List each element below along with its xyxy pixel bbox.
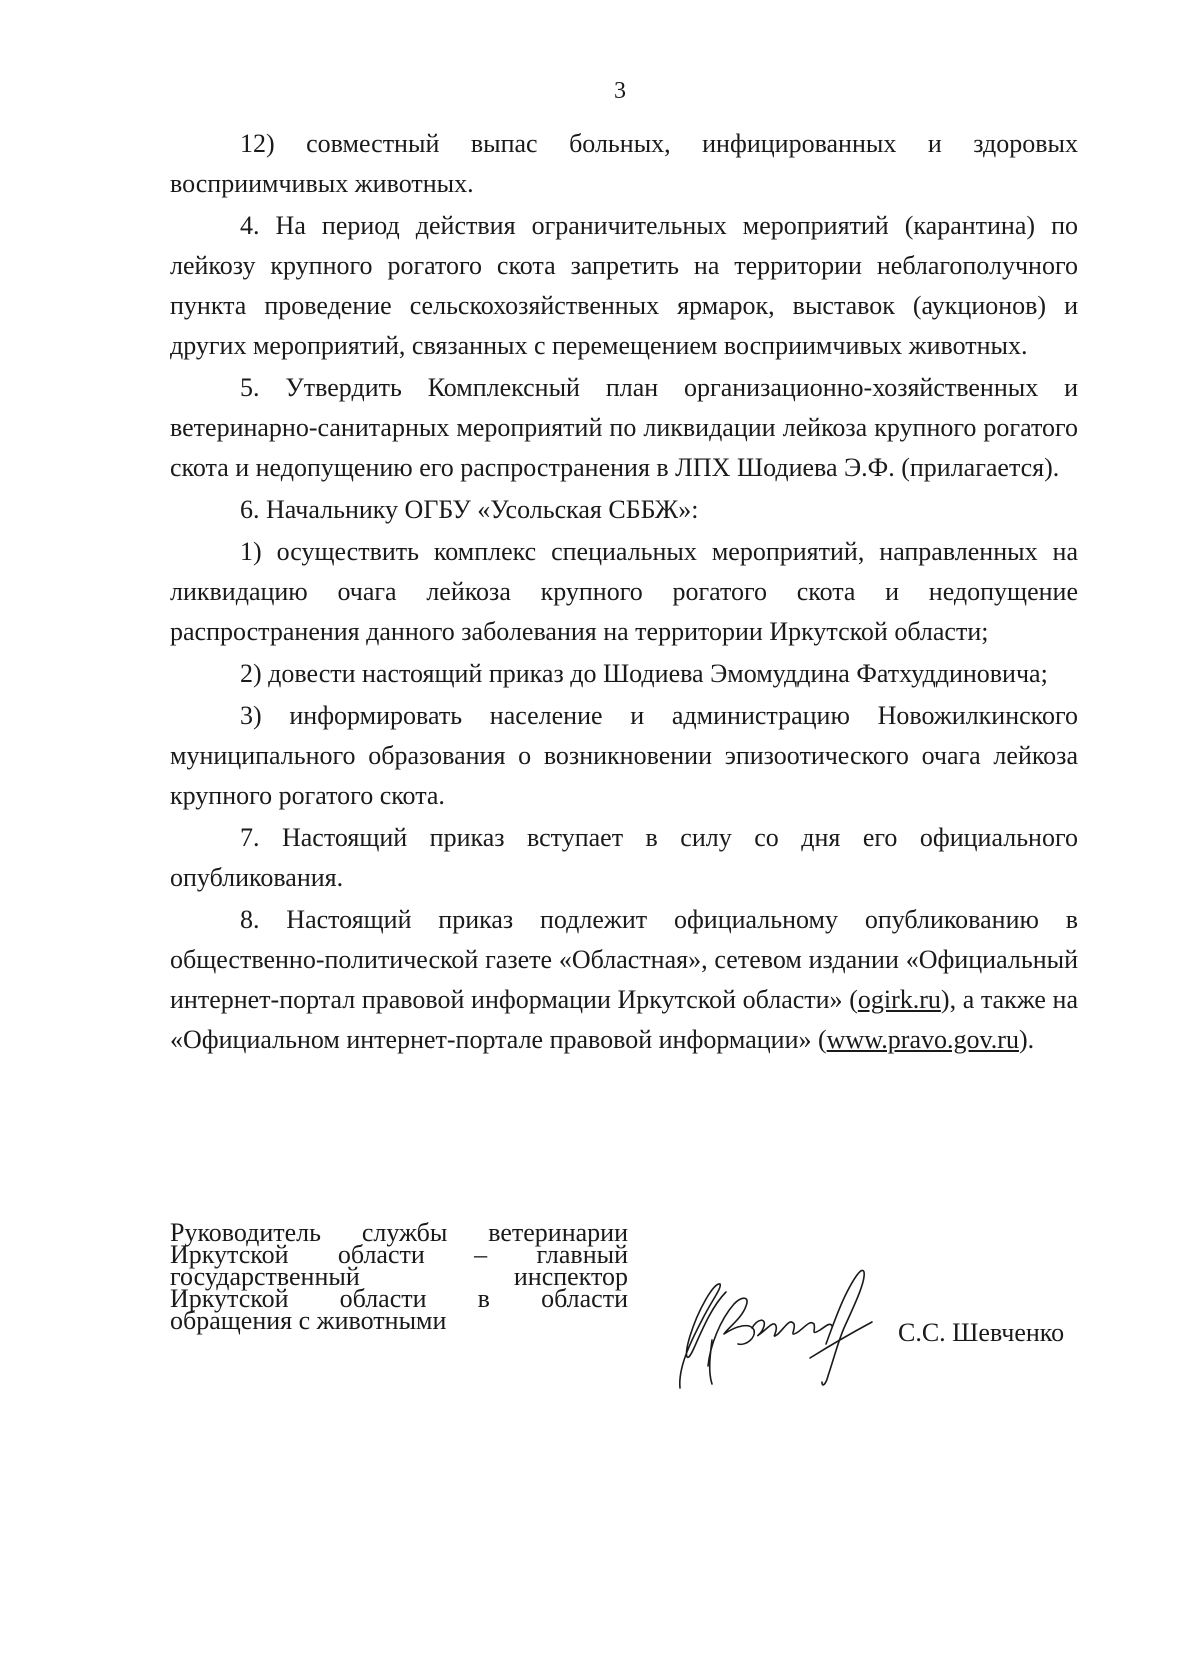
paragraph: 5. Утвердить Комплексный план организационно-хозяйственных и ветеринарно-санитарных мероприятий по ликвидации лейкоза крупного рогатого скота и недопущению его распространения в ЛПХ Шодиева Э.Ф. (прилагается). bbox=[170, 373, 1078, 482]
signatory-name: С.С. Шевченко bbox=[898, 1318, 1065, 1347]
text-segment: ). bbox=[1018, 1025, 1035, 1054]
paragraph: 1) осуществить комплекс специальных мероприятий, направленных на ликвидацию очага лейкоза крупного рогатого скота и недопущение распространения данного заболевания на территории Иркутской области; bbox=[170, 537, 1078, 646]
paragraph: 4. На период действия ограничительных мероприятий (карантина) по лейкозу крупного рогатого скота запретить на территории неблагополучного пункта проведение сельскохозяйственных ярмарок, выставок (аукционов) и других мероприятий, связанных с перемещением восприимчивых животных. bbox=[170, 211, 1078, 360]
title-line: Иркутской области в области bbox=[170, 1284, 628, 1313]
page-number: 3 bbox=[614, 78, 626, 104]
document-body bbox=[170, 124, 1078, 1060]
handwritten-signature-icon bbox=[650, 1248, 890, 1398]
title-line: Руководитель службы ветеринарии bbox=[170, 1218, 628, 1247]
paragraph: 2) довести настоящий приказ до Шодиева Эмомуддина Фатхуддиновича; bbox=[240, 659, 1048, 688]
text-segment: ), а также на «Официальном интернет-портале правовой информации» ( bbox=[170, 985, 1078, 1054]
signatory-title bbox=[170, 1218, 628, 1335]
pravo-link[interactable]: www.pravo.gov.ru bbox=[826, 1025, 1019, 1054]
text-segment: 8. Настоящий приказ подлежит официальному опубликованию в общественно-политической газете «Областная», сетевом издании «Официальный интернет-портал правовой информации Иркутской области» ( bbox=[170, 905, 1078, 1014]
paragraph: 7. Настоящий приказ вступает в силу со дня его официального опубликования. bbox=[170, 823, 1078, 892]
ogirk-link[interactable]: ogirk.ru bbox=[857, 985, 941, 1014]
title-line: Иркутской области – главный bbox=[170, 1240, 628, 1269]
publication-paragraph bbox=[170, 900, 1078, 1060]
paragraph: 6. Начальнику ОГБУ «Усольская СББЖ»: bbox=[240, 495, 699, 524]
paragraph: 12) совместный выпас больных, инфицированных и здоровых восприимчивых животных. bbox=[170, 129, 1078, 198]
title-line: обращения с животными bbox=[170, 1306, 447, 1335]
paragraph: 3) информировать население и администрацию Новожилкинского муниципального образования о возникновении эпизоотического очага лейкоза крупного рогатого скота. bbox=[170, 701, 1078, 810]
title-line: государственный инспектор bbox=[170, 1262, 628, 1291]
